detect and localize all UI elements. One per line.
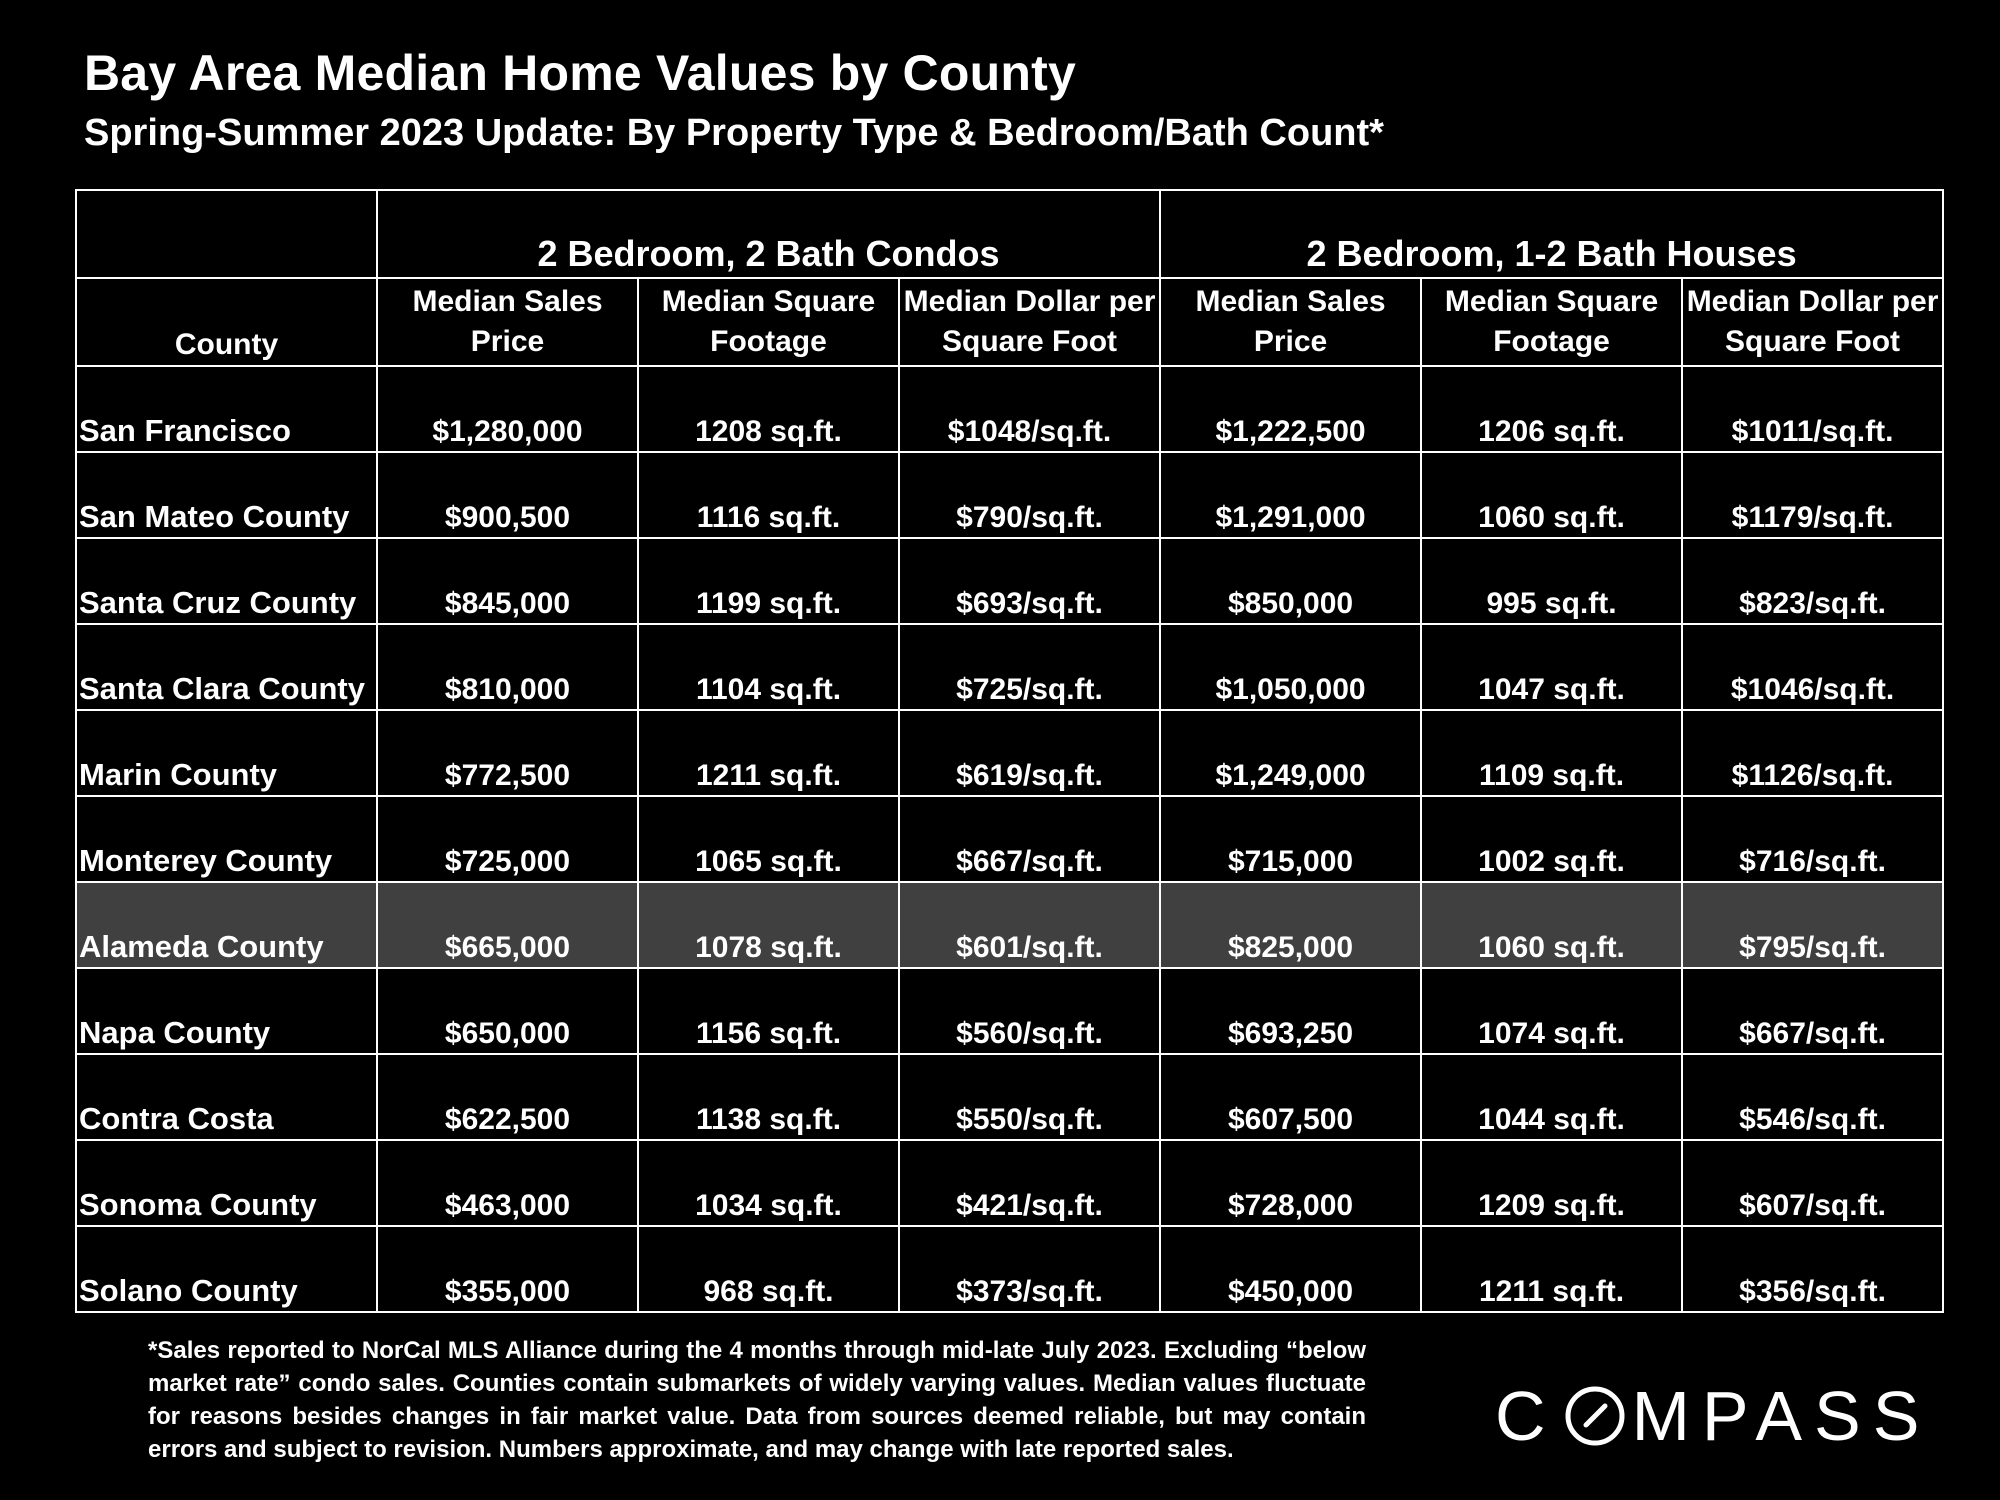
column-header: Median Dollar per Square Foot	[1682, 278, 1943, 366]
column-header: Median Square Footage	[638, 278, 899, 366]
value-cell: 1211 sq.ft.	[638, 710, 899, 796]
footnote: *Sales reported to NorCal MLS Alliance during the 4 months through mid-late July 2023. Excluding “below market rate” condo sales. Counties contain submarkets of widely varying values. Median values fluctuate for reasons besides changes in fair market value. Data from sources deemed reliable, but may contain errors and subject to revision. Numbers approximate, and may change with late reported sales.	[148, 1337, 1366, 1463]
value-cell: $463,000	[377, 1140, 638, 1226]
county-name-cell: Monterey County	[76, 796, 377, 882]
value-cell: $790/sq.ft.	[899, 452, 1160, 538]
value-cell: $1046/sq.ft.	[1682, 624, 1943, 710]
county-name-cell: Santa Cruz County	[76, 538, 377, 624]
value-cell: 1208 sq.ft.	[638, 366, 899, 452]
group-header-row	[76, 190, 1943, 278]
value-cell: $900,500	[377, 452, 638, 538]
value-cell: $560/sq.ft.	[899, 968, 1160, 1054]
table-row	[76, 1140, 1943, 1226]
value-cell: 1104 sq.ft.	[638, 624, 899, 710]
column-header-row	[76, 278, 1943, 366]
value-cell: 1209 sq.ft.	[1421, 1140, 1682, 1226]
group-header-condos: 2 Bedroom, 2 Bath Condos	[377, 190, 1160, 278]
value-cell: $845,000	[377, 538, 638, 624]
value-cell: 1044 sq.ft.	[1421, 1054, 1682, 1140]
value-cell: 1199 sq.ft.	[638, 538, 899, 624]
value-cell: 1116 sq.ft.	[638, 452, 899, 538]
value-cell: $728,000	[1160, 1140, 1421, 1226]
value-cell: $550/sq.ft.	[899, 1054, 1160, 1140]
value-cell: $421/sq.ft.	[899, 1140, 1160, 1226]
value-cell: 1002 sq.ft.	[1421, 796, 1682, 882]
value-cell: $665,000	[377, 882, 638, 968]
table-row	[76, 796, 1943, 882]
value-cell: $715,000	[1160, 796, 1421, 882]
compass-logo	[1495, 1377, 1932, 1455]
value-cell: $772,500	[377, 710, 638, 796]
value-cell: 1156 sq.ft.	[638, 968, 899, 1054]
table-row	[76, 452, 1943, 538]
county-name-cell: Marin County	[76, 710, 377, 796]
value-cell: $1011/sq.ft.	[1682, 366, 1943, 452]
value-cell: 1060 sq.ft.	[1421, 882, 1682, 968]
value-cell: $825,000	[1160, 882, 1421, 968]
value-cell: $850,000	[1160, 538, 1421, 624]
value-cell: $607,500	[1160, 1054, 1421, 1140]
county-name-cell: San Francisco	[76, 366, 377, 452]
county-name-cell: Napa County	[76, 968, 377, 1054]
value-cell: $795/sq.ft.	[1682, 882, 1943, 968]
value-cell: 1206 sq.ft.	[1421, 366, 1682, 452]
table-row	[76, 1226, 1943, 1312]
value-cell: $650,000	[377, 968, 638, 1054]
value-cell: $546/sq.ft.	[1682, 1054, 1943, 1140]
value-cell: $355,000	[377, 1226, 638, 1312]
value-cell: 1034 sq.ft.	[638, 1140, 899, 1226]
column-header: Median Dollar per Square Foot	[899, 278, 1160, 366]
column-header: Median Sales Price	[377, 278, 638, 366]
value-cell: $622,500	[377, 1054, 638, 1140]
value-cell: 1065 sq.ft.	[638, 796, 899, 882]
value-cell: 1109 sq.ft.	[1421, 710, 1682, 796]
table-row	[76, 968, 1943, 1054]
value-cell: $667/sq.ft.	[899, 796, 1160, 882]
value-cell: $810,000	[377, 624, 638, 710]
value-cell: 1074 sq.ft.	[1421, 968, 1682, 1054]
value-cell: $1126/sq.ft.	[1682, 710, 1943, 796]
value-cell: $601/sq.ft.	[899, 882, 1160, 968]
county-name-cell: Contra Costa	[76, 1054, 377, 1140]
group-header-houses: 2 Bedroom, 1-2 Bath Houses	[1160, 190, 1943, 278]
value-cell: $725,000	[377, 796, 638, 882]
value-cell: $693/sq.ft.	[899, 538, 1160, 624]
logo-text-prefix: C	[1495, 1377, 1558, 1455]
value-cell: $1,291,000	[1160, 452, 1421, 538]
value-cell: $607/sq.ft.	[1682, 1140, 1943, 1226]
value-cell: 968 sq.ft.	[638, 1226, 899, 1312]
value-cell: $1048/sq.ft.	[899, 366, 1160, 452]
page-subtitle: Spring-Summer 2023 Update: By Property Type & Bedroom/Bath Count*	[84, 112, 1384, 154]
value-cell: $1,280,000	[377, 366, 638, 452]
county-name-cell: San Mateo County	[76, 452, 377, 538]
logo-text-suffix: MPASS	[1631, 1377, 1932, 1455]
value-cell: 995 sq.ft.	[1421, 538, 1682, 624]
value-cell: $823/sq.ft.	[1682, 538, 1943, 624]
value-cell: $619/sq.ft.	[899, 710, 1160, 796]
value-cell: 1211 sq.ft.	[1421, 1226, 1682, 1312]
county-name-cell: Solano County	[76, 1226, 377, 1312]
county-name-cell: Sonoma County	[76, 1140, 377, 1226]
compass-o-icon	[1564, 1385, 1626, 1447]
table-row	[76, 538, 1943, 624]
value-cell: $667/sq.ft.	[1682, 968, 1943, 1054]
value-cell: $1,249,000	[1160, 710, 1421, 796]
corner-cell	[76, 190, 377, 278]
value-cell: $1,222,500	[1160, 366, 1421, 452]
home-values-table	[75, 189, 1944, 1313]
table-body	[76, 366, 1943, 1312]
value-cell: $693,250	[1160, 968, 1421, 1054]
table-row	[76, 1054, 1943, 1140]
value-cell: $373/sq.ft.	[899, 1226, 1160, 1312]
county-name-cell: Alameda County	[76, 882, 377, 968]
table-row	[76, 882, 1943, 968]
value-cell: $450,000	[1160, 1226, 1421, 1312]
column-header: Median Square Footage	[1421, 278, 1682, 366]
page-title: Bay Area Median Home Values by County	[84, 45, 1076, 101]
table-row	[76, 710, 1943, 796]
table-row	[76, 366, 1943, 452]
value-cell: $1179/sq.ft.	[1682, 452, 1943, 538]
value-cell: 1047 sq.ft.	[1421, 624, 1682, 710]
value-cell: $716/sq.ft.	[1682, 796, 1943, 882]
column-header: Median Sales Price	[1160, 278, 1421, 366]
county-column-header: County	[76, 278, 377, 366]
value-cell: 1060 sq.ft.	[1421, 452, 1682, 538]
value-cell: 1138 sq.ft.	[638, 1054, 899, 1140]
value-cell: 1078 sq.ft.	[638, 882, 899, 968]
county-name-cell: Santa Clara County	[76, 624, 377, 710]
value-cell: $725/sq.ft.	[899, 624, 1160, 710]
value-cell: $1,050,000	[1160, 624, 1421, 710]
table-row	[76, 624, 1943, 710]
value-cell: $356/sq.ft.	[1682, 1226, 1943, 1312]
